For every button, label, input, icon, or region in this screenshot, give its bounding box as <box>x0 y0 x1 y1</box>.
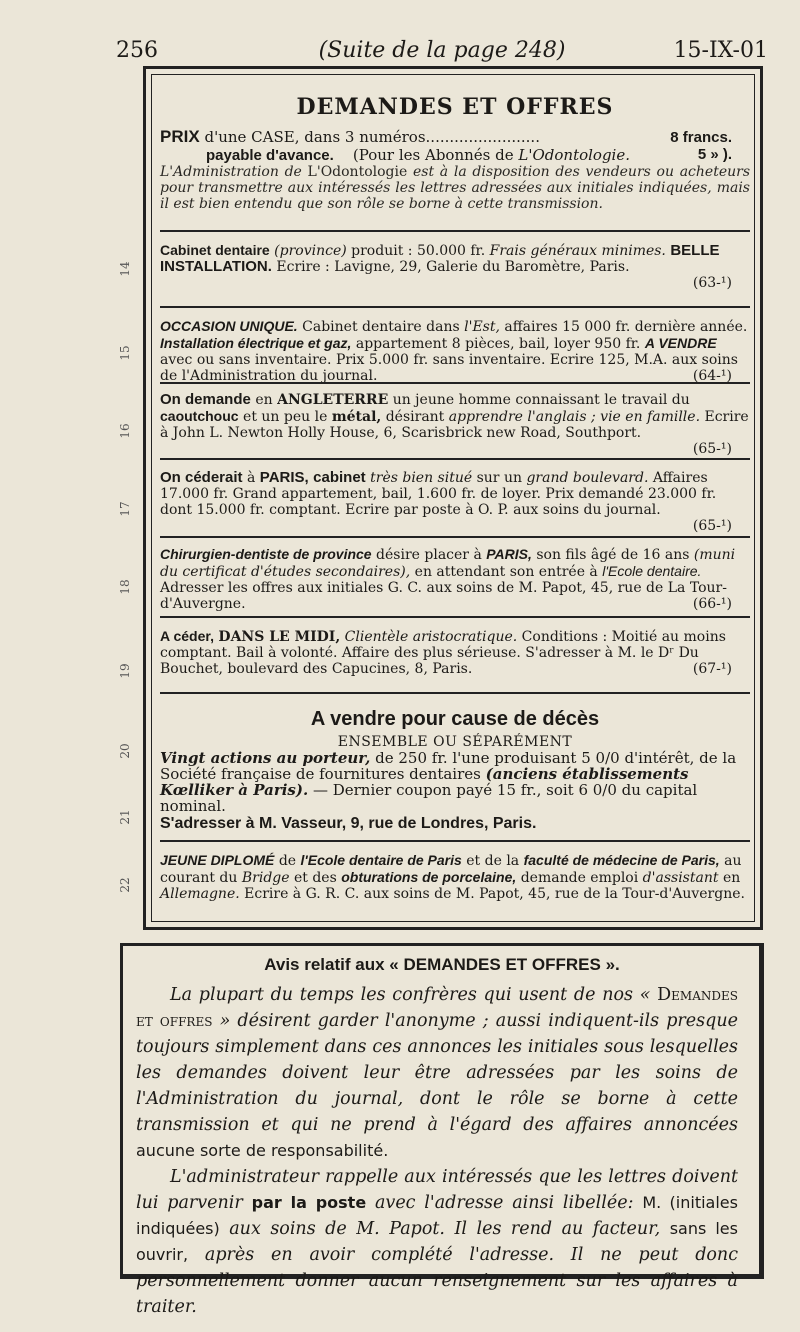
sale-subtitle: ENSEMBLE OU SÉPARÉMENT <box>337 734 573 750</box>
ad-item: On céderait à PARIS, cabinet très bien situé sur un grand boulevard. Affaires 17.000 fr. Grand appartement, bail, 1.600 fr. de loyer. Prix demandé 23.000 fr. dont 15.000 fr. comptant. Ecrire par poste à O. P. aux soins du journal. (65-¹) <box>160 470 750 534</box>
line-number: 17 <box>118 501 132 517</box>
subscriber-price: 5 » ). <box>697 146 732 163</box>
line-number: 16 <box>118 423 132 439</box>
continuation-note: (Suite de la page 248) <box>318 38 566 63</box>
ad-reference: (65-¹) <box>692 441 732 457</box>
journal-name: L'Odontologie. <box>518 146 630 164</box>
section-title: DEMANDES ET OFFRES <box>296 94 614 120</box>
notice-title: Avis relatif aux « DEMANDES ET OFFRES ». <box>264 955 620 974</box>
payment-terms: payable d'avance. <box>206 147 334 164</box>
divider <box>160 382 750 384</box>
notice-paragraph: L'administrateur rappelle aux intéressés que les lettres doivent lui parvenir par la poste avec l'adresse ainsi libellée: M. (initiales indiquées) aux soins de M. Papot. Il les rend au facteur, sans les ouvrir, après en avoir complété l'adresse. Il ne peut donc personnellement donner aucun renseignement sur les affaires à traiter. <box>136 1167 738 1317</box>
running-header <box>116 36 768 66</box>
ad-reference: (64-¹) <box>692 368 732 384</box>
line-number: 15 <box>118 345 132 361</box>
price-value: 8 francs. <box>670 129 732 146</box>
ad-item: Chirurgien-dentiste de province désire placer à PARIS, son fils âgé de 16 ans (muni du certificat d'études secondaires), en attendant son entrée à l'Ecole dentaire. Adresser les offres aux initiales G. C. aux soins de M. Papot, 45, rue de La Tour-d'Auvergne. (66-¹) <box>160 546 750 612</box>
line-number: 21 <box>118 809 132 825</box>
ad-item: OCCASION UNIQUE. Cabinet dentaire dans l'Est, affaires 15 000 fr. dernière année. Installation électrique et gaz, appartement 8 pièces, bail, loyer 950 fr. A VENDRE avec ou sans inventaire. Prix 5.000 fr. sans inventaire. Ecrire 125, M.A. aux soins de l'Administration du journal. (64-¹) <box>160 318 750 384</box>
ad-reference: (63-¹) <box>692 275 732 291</box>
intro-note: L'Administration de L'Odontologie est à la disposition des vendeurs ou acheteurs pour transmettre aux intéressés les lettres adressées aux initiales indiquées, mais il est bien entendu que son rôle se borne à cette transmission. <box>160 164 750 212</box>
sale-contact: S'adresser à M. Vasseur, 9, rue de Londres, Paris. <box>160 815 537 832</box>
ad-reference: (65-¹) <box>692 518 732 534</box>
divider <box>160 230 750 232</box>
divider <box>160 536 750 538</box>
notice-paragraph: La plupart du temps les confrères qui usent de nos « Demandes et offres » désirent garder l'anonyme ; aussi indiquent-ils presque toujours simplement dans ces annonces les initiales sous lesquelles les demandes doivent leur être adressées par les soins de l'Administration du journal, dont le rôle se borne à cette transmission et qui ne prend à l'égard des affaires annoncées aucune sorte de responsabilité. <box>136 985 738 1160</box>
sale-body: Vingt actions au porteur, de 250 fr. l'une produisant 5 0/0 d'intérêt, de la Société française de fournitures dentaires (anciens établissements Kœlliker à Paris). — Dernier coupon payé 15 fr., soit 6 0/0 du capital nominal. S'adresser à M. Vasseur, 9, rue de Londres, Paris. <box>160 750 750 832</box>
ad-reference: (67-¹) <box>692 661 732 677</box>
divider <box>160 458 750 460</box>
divider <box>160 692 750 694</box>
sale-title: A vendre pour cause de décès <box>310 708 600 730</box>
ad-item: JEUNE DIPLOMÉ de l'Ecole dentaire de Paris et de la faculté de médecine de Paris, au courant du Bridge et des obturations de porcelaine, demande emploi d'assistant en Allemagne. Ecrire à G. R. C. aux soins de M. Papot, 45, rue de la Tour-d'Auvergne. <box>160 852 745 902</box>
ad-reference: (66-¹) <box>692 596 732 612</box>
line-number: 19 <box>118 663 132 679</box>
page-number: 256 <box>116 38 158 63</box>
notice-body <box>136 982 738 1320</box>
ad-item: On demande en ANGLETERRE un jeune homme connaissant le travail du caoutchouc et un peu le métal, désirant apprendre l'anglais ; vie en famille. Ecrire à John L. Newton Holly House, 6, Scarisbrick new Road, Southport. (65-¹) <box>160 391 749 457</box>
issue-date: 15-IX-01 <box>673 38 768 63</box>
subscriber-note: (Pour les Abonnés de <box>352 146 514 164</box>
line-number: 20 <box>118 743 132 759</box>
line-number: 14 <box>118 261 132 277</box>
divider <box>160 840 750 842</box>
ad-item: A céder, DANS LE MIDI, Clientèle aristocratique. Conditions : Moitié au moins comptant. Bail à volonté. Affaire des plus sérieuse. S'adresser à M. le Dʳ Du Bouchet, boulevard des Capucines, 8, Paris. (67-¹) <box>160 628 750 677</box>
divider <box>160 306 750 308</box>
line-number: 22 <box>118 877 132 893</box>
ad-item: Cabinet dentaire (province) produit : 50.000 fr. Frais généraux minimes. BELLE INSTALLATION. Ecrire : Lavigne, 29, Galerie du Baromètre, Paris. (63-¹) <box>160 242 750 291</box>
line-number: 18 <box>118 579 132 595</box>
divider <box>160 616 750 618</box>
price-text: d'une CASE, dans 3 numéros........................ <box>204 128 540 146</box>
price-label: PRIX <box>160 127 200 146</box>
pricing-block <box>160 128 750 164</box>
